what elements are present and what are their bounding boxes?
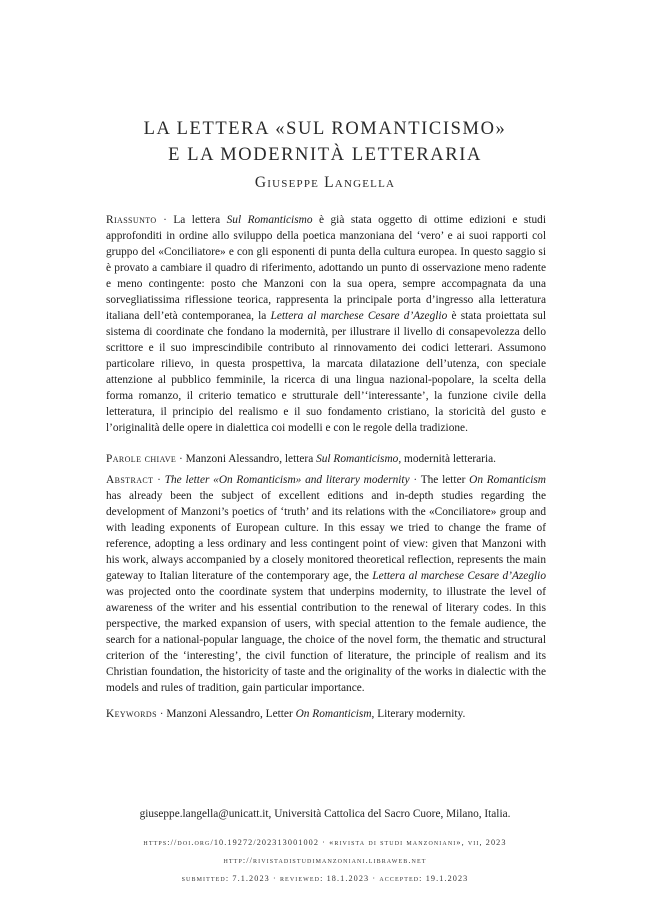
submission-dates: submitted: 7.1.2023 · reviewed: 18.1.2023 · accepted: 19.1.2023 xyxy=(181,874,469,883)
keywords-separator: · xyxy=(156,708,167,720)
riassunto-label: Riassunto xyxy=(106,214,157,226)
abstract-italic-1: On Romanticism xyxy=(469,474,546,486)
keywords-text-1: Manzoni Alessandro, Letter xyxy=(166,708,296,720)
abstract-text-2: has already been the subject of excellent editions and in-depth studies regarding the development of Manzoni’s poetics of ‘truth’ and its relations with the «Conciliatore» group and with leading exponents of European culture. In this essay we tried to change the frame of reference, adopting a less ordinary and less contingent point of view: given that Manzoni with his work, always accompanied by a closely monitored theoretical reflection, represents the main gateway to Italian literature of the contemporary age, the xyxy=(106,490,546,582)
doi-line: https://doi.org/10.19272/202313001002 · «rivista di studi manzoniani», vii, 2023 xyxy=(143,838,507,847)
parole-italic-1: Sul Romanticismo xyxy=(316,453,399,465)
parole-chiave-paragraph xyxy=(106,451,546,467)
abstract-italic-2: Lettera al marchese Cesare d’Azeglio xyxy=(372,570,546,582)
abstract-text-1: · The letter xyxy=(409,474,470,486)
keywords-paragraph xyxy=(106,706,546,722)
riassunto-text-2: è già stata oggetto di ottime edizioni e studi approfonditi in ordine allo sviluppo della poetica manzoniana del ‘vero’ e ai suoi rapporti col gruppo del «Conciliatore» e con gli esponenti di punta della cultura europea. In questo saggio si è provato a cambiare il quadro di riferimento, adottando un punto di osservazione meno radente e meno contingente: posto che Manzoni con la sua opera, sempre accompagnata da una sorvegliatissima riflessione teorica, rappresenta la principale porta d’ingresso alla letteratura italiana dell’età contemporanea, la xyxy=(106,214,546,322)
abstract-english-title: The letter «On Romanticism» and literary modernity xyxy=(164,474,410,486)
author-name: Giuseppe Langella xyxy=(254,174,396,191)
parole-text-2: , modernità letteraria. xyxy=(398,453,496,465)
riassunto-paragraph xyxy=(106,212,546,436)
riassunto-text-1: La lettera xyxy=(173,214,227,226)
parole-separator: · xyxy=(176,453,186,465)
riassunto-italic-2: Lettera al marchese Cesare d’Azeglio xyxy=(270,310,448,322)
title-line-1: LA LETTERA «SUL ROMANTICISMO» xyxy=(143,119,507,139)
abstract-separator: · xyxy=(153,474,165,486)
title-line-2: E LA MODERNITÀ LETTERARIA xyxy=(168,145,482,165)
riassunto-text-3: è stata proiettata sul sistema di coordinate che fondano la modernità, per illustrare il livello di consapevolezza dello scrittore e il suo imprescindibile contributo al rinnovamento dei codici letterari. Assumono particolare rilievo, in questa prospettiva, la marcata dilatazione dell’utenza, con speciale attenzione al pubblico femminile, la ricerca di una lingua nazional-popolare, la scelta della forma romanzo, il criterio tematico e strutturale dell’‘interessante’, la funzione civile della letteratura, il principio del realismo e il suo fondamento cristiano, la storicità del gusto e l’originalità delle opere in dialettica coi modelli e con le regole della tradizione. xyxy=(106,310,546,434)
abstract-paragraph xyxy=(106,472,546,696)
keywords-label: Keywords xyxy=(106,708,157,720)
abstract-label: Abstract xyxy=(106,474,154,486)
abstract-text-3: was projected onto the coordinate system that underpins modernity, to illustrate the level of awareness of the writer and his essential contribution to the renewal of literary codes. In this perspective, the marked expansion of users, with special attention to the female audience, the search for a national-popular language, the choice of the novel form, the thematic and structural criterion of the ‘interesting’, the civil function of literature, the principle of realism and its Christian foundation, the historicity of taste and the originality of the works in dialectic with the models and rules of tradition, gain particular importance. xyxy=(106,586,546,694)
keywords-text-2: , Literary modernity. xyxy=(371,708,466,720)
riassunto-separator: · xyxy=(156,214,174,226)
article-title xyxy=(0,116,650,168)
journal-url: http://rivistadistudimanzoniani.libraweb.net xyxy=(223,856,427,865)
riassunto-italic-1: Sul Romanticismo xyxy=(226,214,313,226)
author-affiliation: giuseppe.langella@unicatt.it, Università Cattolica del Sacro Cuore, Milano, Italia. xyxy=(139,808,511,820)
parole-chiave-label: Parole chiave xyxy=(106,453,177,465)
keywords-italic-1: On Romanticism xyxy=(295,708,372,720)
parole-text-1: Manzoni Alessandro, lettera xyxy=(185,453,317,465)
